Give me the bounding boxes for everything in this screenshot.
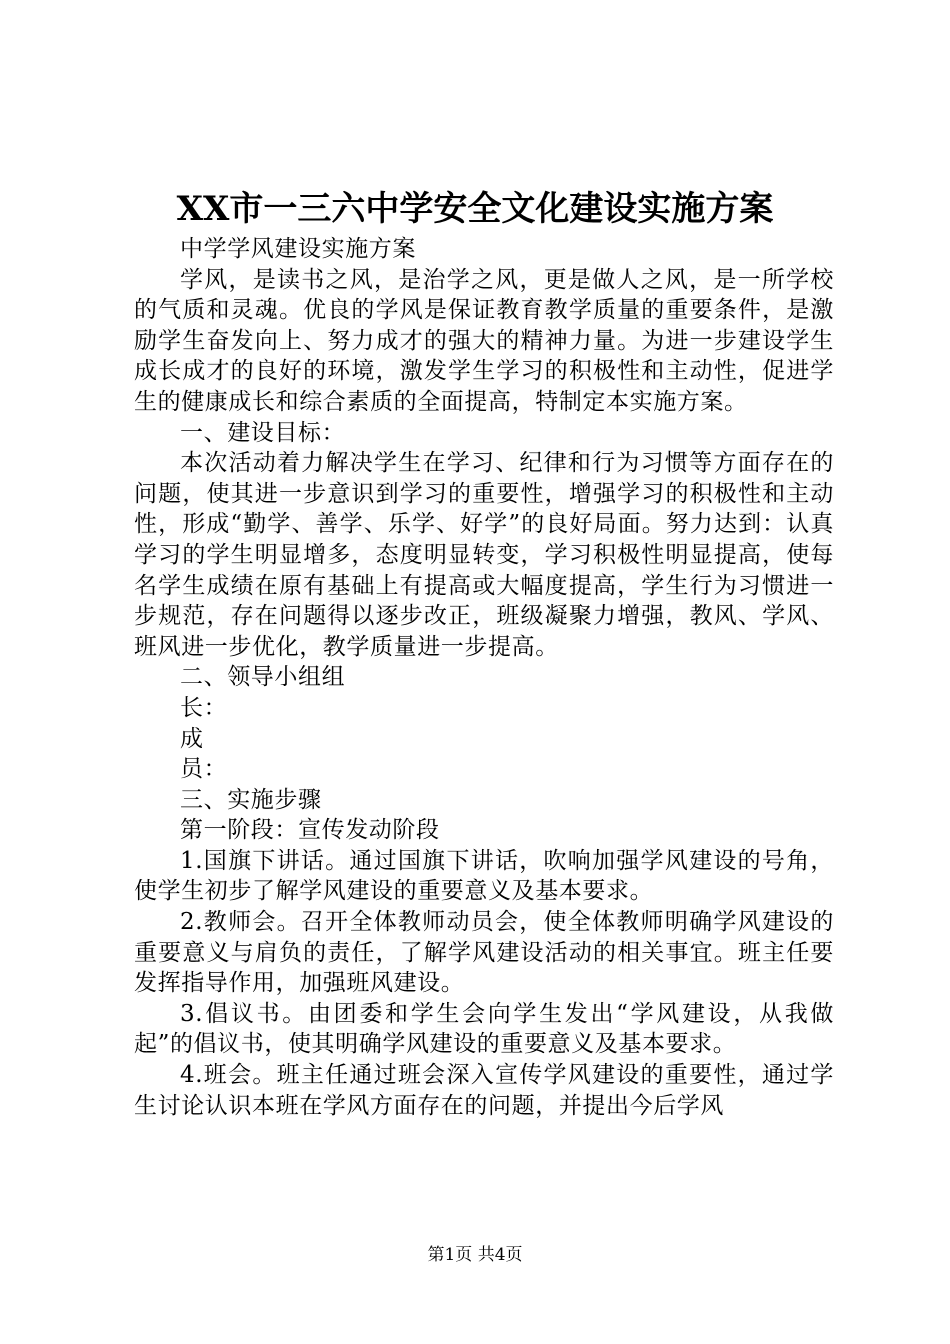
document-body	[134, 234, 834, 1121]
paragraph-goals: 本次活动着力解决学生在学习、纪律和行为习惯等方面存在的问题，使其进一步意识到学习的重要性，增强学习的积极性和主动性，形成“勤学、善学、乐学、好学”的良好局面。努力达到：认真学习的学生明显增多，态度明显转变，学习积极性明显提高，使每名学生成绩在原有基础上有提高或大幅度提高，学生行为习惯进一步规范，存在问题得以逐步改正，班级凝聚力增强，教风、学风、班风进一步优化，教学质量进一步提高。	[134, 450, 834, 660]
heading-phase-one: 第一阶段：宣传发动阶段	[180, 817, 440, 844]
heading-leadership: 二、领导小组组	[180, 664, 346, 691]
leadership-head: 长：	[180, 694, 228, 721]
list-item: 2.教师会。召开全体教师动员会，使全体教师明确学风建设的重要意义与肩负的责任，了解学风建设活动的相关事宜。班主任要发挥指导作用，加强班风建设。	[134, 909, 834, 997]
page-number: 第1页 共4页	[427, 1245, 523, 1265]
paragraph-subtitle: 中学学风建设实施方案	[180, 236, 416, 262]
list-item: 1.国旗下讲话。通过国旗下讲话，吹响加强学风建设的号角，使学生初步了解学风建设的重要意义及基本要求。	[134, 847, 834, 905]
leadership-members-1: 成	[180, 725, 204, 752]
list-item: 4.班会。班主任通过班会深入宣传学风建设的重要性，通过学生讨论认识本班在学风方面存在的问题，并提出今后学风	[134, 1062, 834, 1119]
leadership-members-2: 员：	[180, 756, 228, 783]
heading-goals: 一、建设目标：	[180, 419, 346, 446]
list-item: 3.倡议书。由团委和学生会向学生发出“学风建设，从我做起”的倡议书，使其明确学风建设的重要意义及基本要求。	[134, 1000, 834, 1058]
heading-steps: 三、实施步骤	[180, 786, 322, 813]
document-title: XX市一三六中学安全文化建设实施方案	[176, 189, 774, 229]
paragraph-intro: 学风，是读书之风，是治学之风，更是做人之风，是一所学校的气质和灵魂。优良的学风是保证教育教学质量的重要条件，是激励学生奋发向上、努力成才的强大的精神力量。为进一步建设学生成长成才的良好的环境，激发学生学习的积极性和主动性，促进学生的健康成长和综合素质的全面提高，特制定本实施方案。	[134, 266, 834, 415]
